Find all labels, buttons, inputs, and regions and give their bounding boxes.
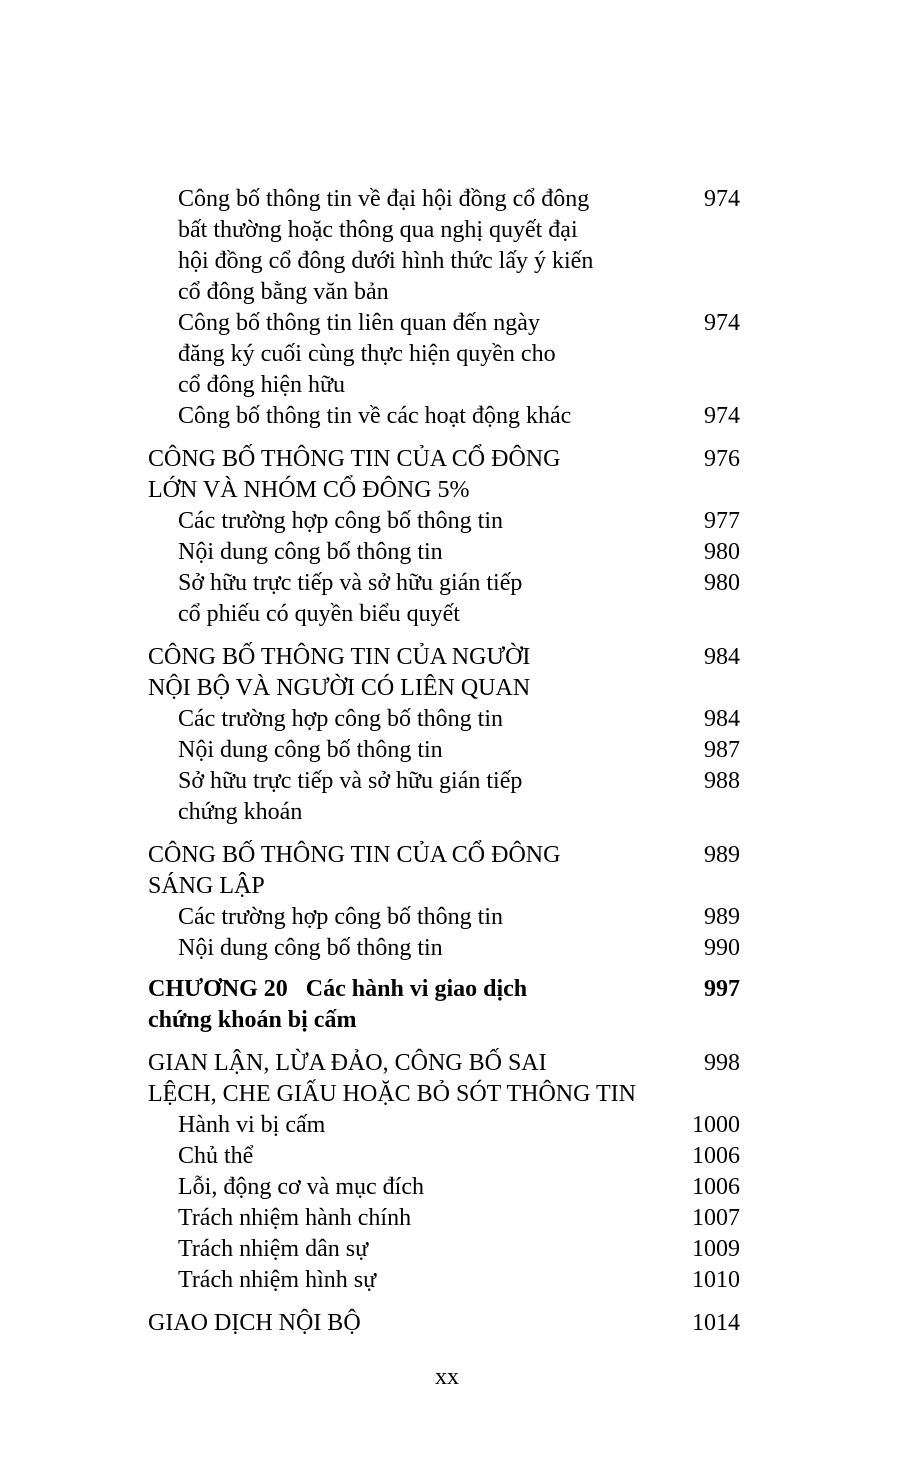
toc-entry <box>148 902 740 933</box>
toc-entry-page-number: 976 <box>704 446 740 472</box>
toc-list <box>148 184 740 1339</box>
toc-entry <box>148 974 740 1036</box>
toc-entry-page-number: 980 <box>704 570 740 596</box>
toc-entry-title <box>148 933 678 964</box>
toc-entry-line: Trách nhiệm hình sự <box>178 1267 377 1293</box>
toc-entry-line: Hành vi bị cấm <box>178 1112 326 1138</box>
toc-entry-page-number: 1014 <box>692 1310 740 1336</box>
toc-entry <box>148 1203 740 1234</box>
toc-entry-line: Các trường hợp công bố thông tin <box>178 508 504 534</box>
toc-entry-line: Nội dung công bố thông tin <box>178 539 443 565</box>
toc-entry-title <box>148 1048 678 1110</box>
toc-entry-title <box>148 704 678 735</box>
toc-entry-title <box>148 506 678 537</box>
toc-entry-title <box>148 902 678 933</box>
toc-entry-page-number: 1010 <box>692 1267 740 1293</box>
toc-entry <box>148 1110 740 1141</box>
toc-entry <box>148 308 740 401</box>
toc-entry-title <box>148 568 678 630</box>
toc-entry-title <box>148 1265 678 1296</box>
toc-entry-line: hội đồng cổ đông dưới hình thức lấy ý kiến <box>178 248 594 274</box>
toc-entry-line: cổ phiếu có quyền biểu quyết <box>178 601 460 627</box>
toc-entry-title <box>148 1141 678 1172</box>
toc-entry <box>148 506 740 537</box>
toc-entry-title <box>148 974 678 1036</box>
toc-entry-line: Sở hữu trực tiếp và sở hữu gián tiếp <box>178 570 523 596</box>
toc-entry-line: Chủ thể <box>178 1143 254 1169</box>
toc-entry-page-number: 1007 <box>692 1205 740 1231</box>
toc-entry-line: Lỗi, động cơ và mục đích <box>178 1174 424 1200</box>
toc-entry-title <box>148 1110 678 1141</box>
toc-entry-line: Nội dung công bố thông tin <box>178 737 443 763</box>
toc-entry-title <box>148 401 678 432</box>
toc-entry-line: Công bố thông tin về đại hội đồng cổ đông <box>178 186 590 212</box>
toc-entry-page-number: 977 <box>704 508 740 534</box>
toc-entry-line: Trách nhiệm dân sự <box>178 1236 369 1262</box>
toc-entry <box>148 444 740 506</box>
toc-entry-title <box>148 1203 678 1234</box>
toc-entry-title <box>148 444 678 506</box>
toc-entry-line: CÔNG BỐ THÔNG TIN CỦA NGƯỜI <box>148 644 531 670</box>
toc-entry-line: đăng ký cuối cùng thực hiện quyền cho <box>178 341 556 367</box>
toc-entry-line: Trách nhiệm hành chính <box>178 1205 412 1231</box>
toc-entry-page-number: 980 <box>704 539 740 565</box>
toc-entry <box>148 1265 740 1296</box>
toc-entry <box>148 401 740 432</box>
toc-entry-page-number: 987 <box>704 737 740 763</box>
toc-entry-line: LỚN VÀ NHÓM CỔ ĐÔNG 5% <box>148 477 470 503</box>
toc-entry-page-number: 974 <box>704 186 740 212</box>
toc-entry <box>148 766 740 828</box>
toc-entry-title <box>148 1172 678 1203</box>
toc-entry-page-number: 989 <box>704 842 740 868</box>
toc-entry <box>148 840 740 902</box>
toc-entry-title <box>148 840 678 902</box>
toc-entry-line: bất thường hoặc thông qua nghị quyết đại <box>178 217 578 243</box>
toc-entry-line: CÔNG BỐ THÔNG TIN CỦA CỔ ĐÔNG <box>148 446 561 472</box>
toc-entry-page-number: 974 <box>704 403 740 429</box>
toc-entry-page-number: 1000 <box>692 1112 740 1138</box>
toc-entry-line: GIAO DỊCH NỘI BỘ <box>148 1310 361 1336</box>
toc-entry-page-number: 984 <box>704 644 740 670</box>
toc-entry-title <box>148 308 678 401</box>
toc-entry-page-number: 988 <box>704 768 740 794</box>
toc-entry <box>148 933 740 964</box>
toc-entry <box>148 1141 740 1172</box>
toc-entry <box>148 1234 740 1265</box>
toc-entry-line: NỘI BỘ VÀ NGƯỜI CÓ LIÊN QUAN <box>148 675 531 701</box>
toc-entry-page-number: 1009 <box>692 1236 740 1262</box>
toc-entry <box>148 184 740 308</box>
toc-entry-line: chứng khoán <box>178 799 303 825</box>
toc-entry-page-number: 984 <box>704 706 740 732</box>
toc-entry-title <box>148 766 678 828</box>
toc-entry-page-number: 1006 <box>692 1174 740 1200</box>
toc-entry-line: Các trường hợp công bố thông tin <box>178 706 504 732</box>
toc-entry <box>148 1048 740 1110</box>
toc-entry-line: Công bố thông tin liên quan đến ngày <box>178 310 540 336</box>
toc-entry-page-number: 990 <box>704 935 740 961</box>
toc-entry <box>148 642 740 704</box>
toc-entry-title <box>148 735 678 766</box>
toc-entry-line: CHƯƠNG 20 Các hành vi giao dịch <box>148 976 528 1002</box>
toc-entry-line: cổ đông bằng văn bản <box>178 279 389 305</box>
toc-entry <box>148 1308 740 1339</box>
toc-entry-page-number: 998 <box>704 1050 740 1076</box>
toc-entry-page-number: 1006 <box>692 1143 740 1169</box>
page-number-footer: xx <box>435 1364 459 1390</box>
toc-entry-line: LỆCH, CHE GIẤU HOẶC BỎ SÓT THÔNG TIN <box>148 1081 637 1107</box>
toc-entry-line: CÔNG BỐ THÔNG TIN CỦA CỔ ĐÔNG <box>148 842 561 868</box>
toc-entry-line: Nội dung công bố thông tin <box>178 935 443 961</box>
toc-entry-line: GIAN LẬN, LỪA ĐẢO, CÔNG BỐ SAI <box>148 1050 547 1076</box>
toc-entry-line: SÁNG LẬP <box>148 873 265 899</box>
toc-entry-title <box>148 1308 678 1339</box>
toc-entry-page-number: 974 <box>704 310 740 336</box>
toc-entry-title <box>148 184 678 308</box>
toc-entry <box>148 568 740 630</box>
toc-entry-line: Công bố thông tin về các hoạt động khác <box>178 403 572 429</box>
toc-entry-title <box>148 537 678 568</box>
toc-entry <box>148 1172 740 1203</box>
toc-entry <box>148 735 740 766</box>
toc-entry-page-number: 989 <box>704 904 740 930</box>
toc-entry-line: Sở hữu trực tiếp và sở hữu gián tiếp <box>178 768 523 794</box>
toc-entry-line: cổ đông hiện hữu <box>178 372 345 398</box>
toc-entry-line: Các trường hợp công bố thông tin <box>178 904 504 930</box>
toc-entry-page-number: 997 <box>704 976 740 1002</box>
toc-entry-title <box>148 642 678 704</box>
toc-entry <box>148 537 740 568</box>
toc-entry <box>148 704 740 735</box>
toc-entry-line: chứng khoán bị cấm <box>148 1007 357 1033</box>
toc-entry-title <box>148 1234 678 1265</box>
